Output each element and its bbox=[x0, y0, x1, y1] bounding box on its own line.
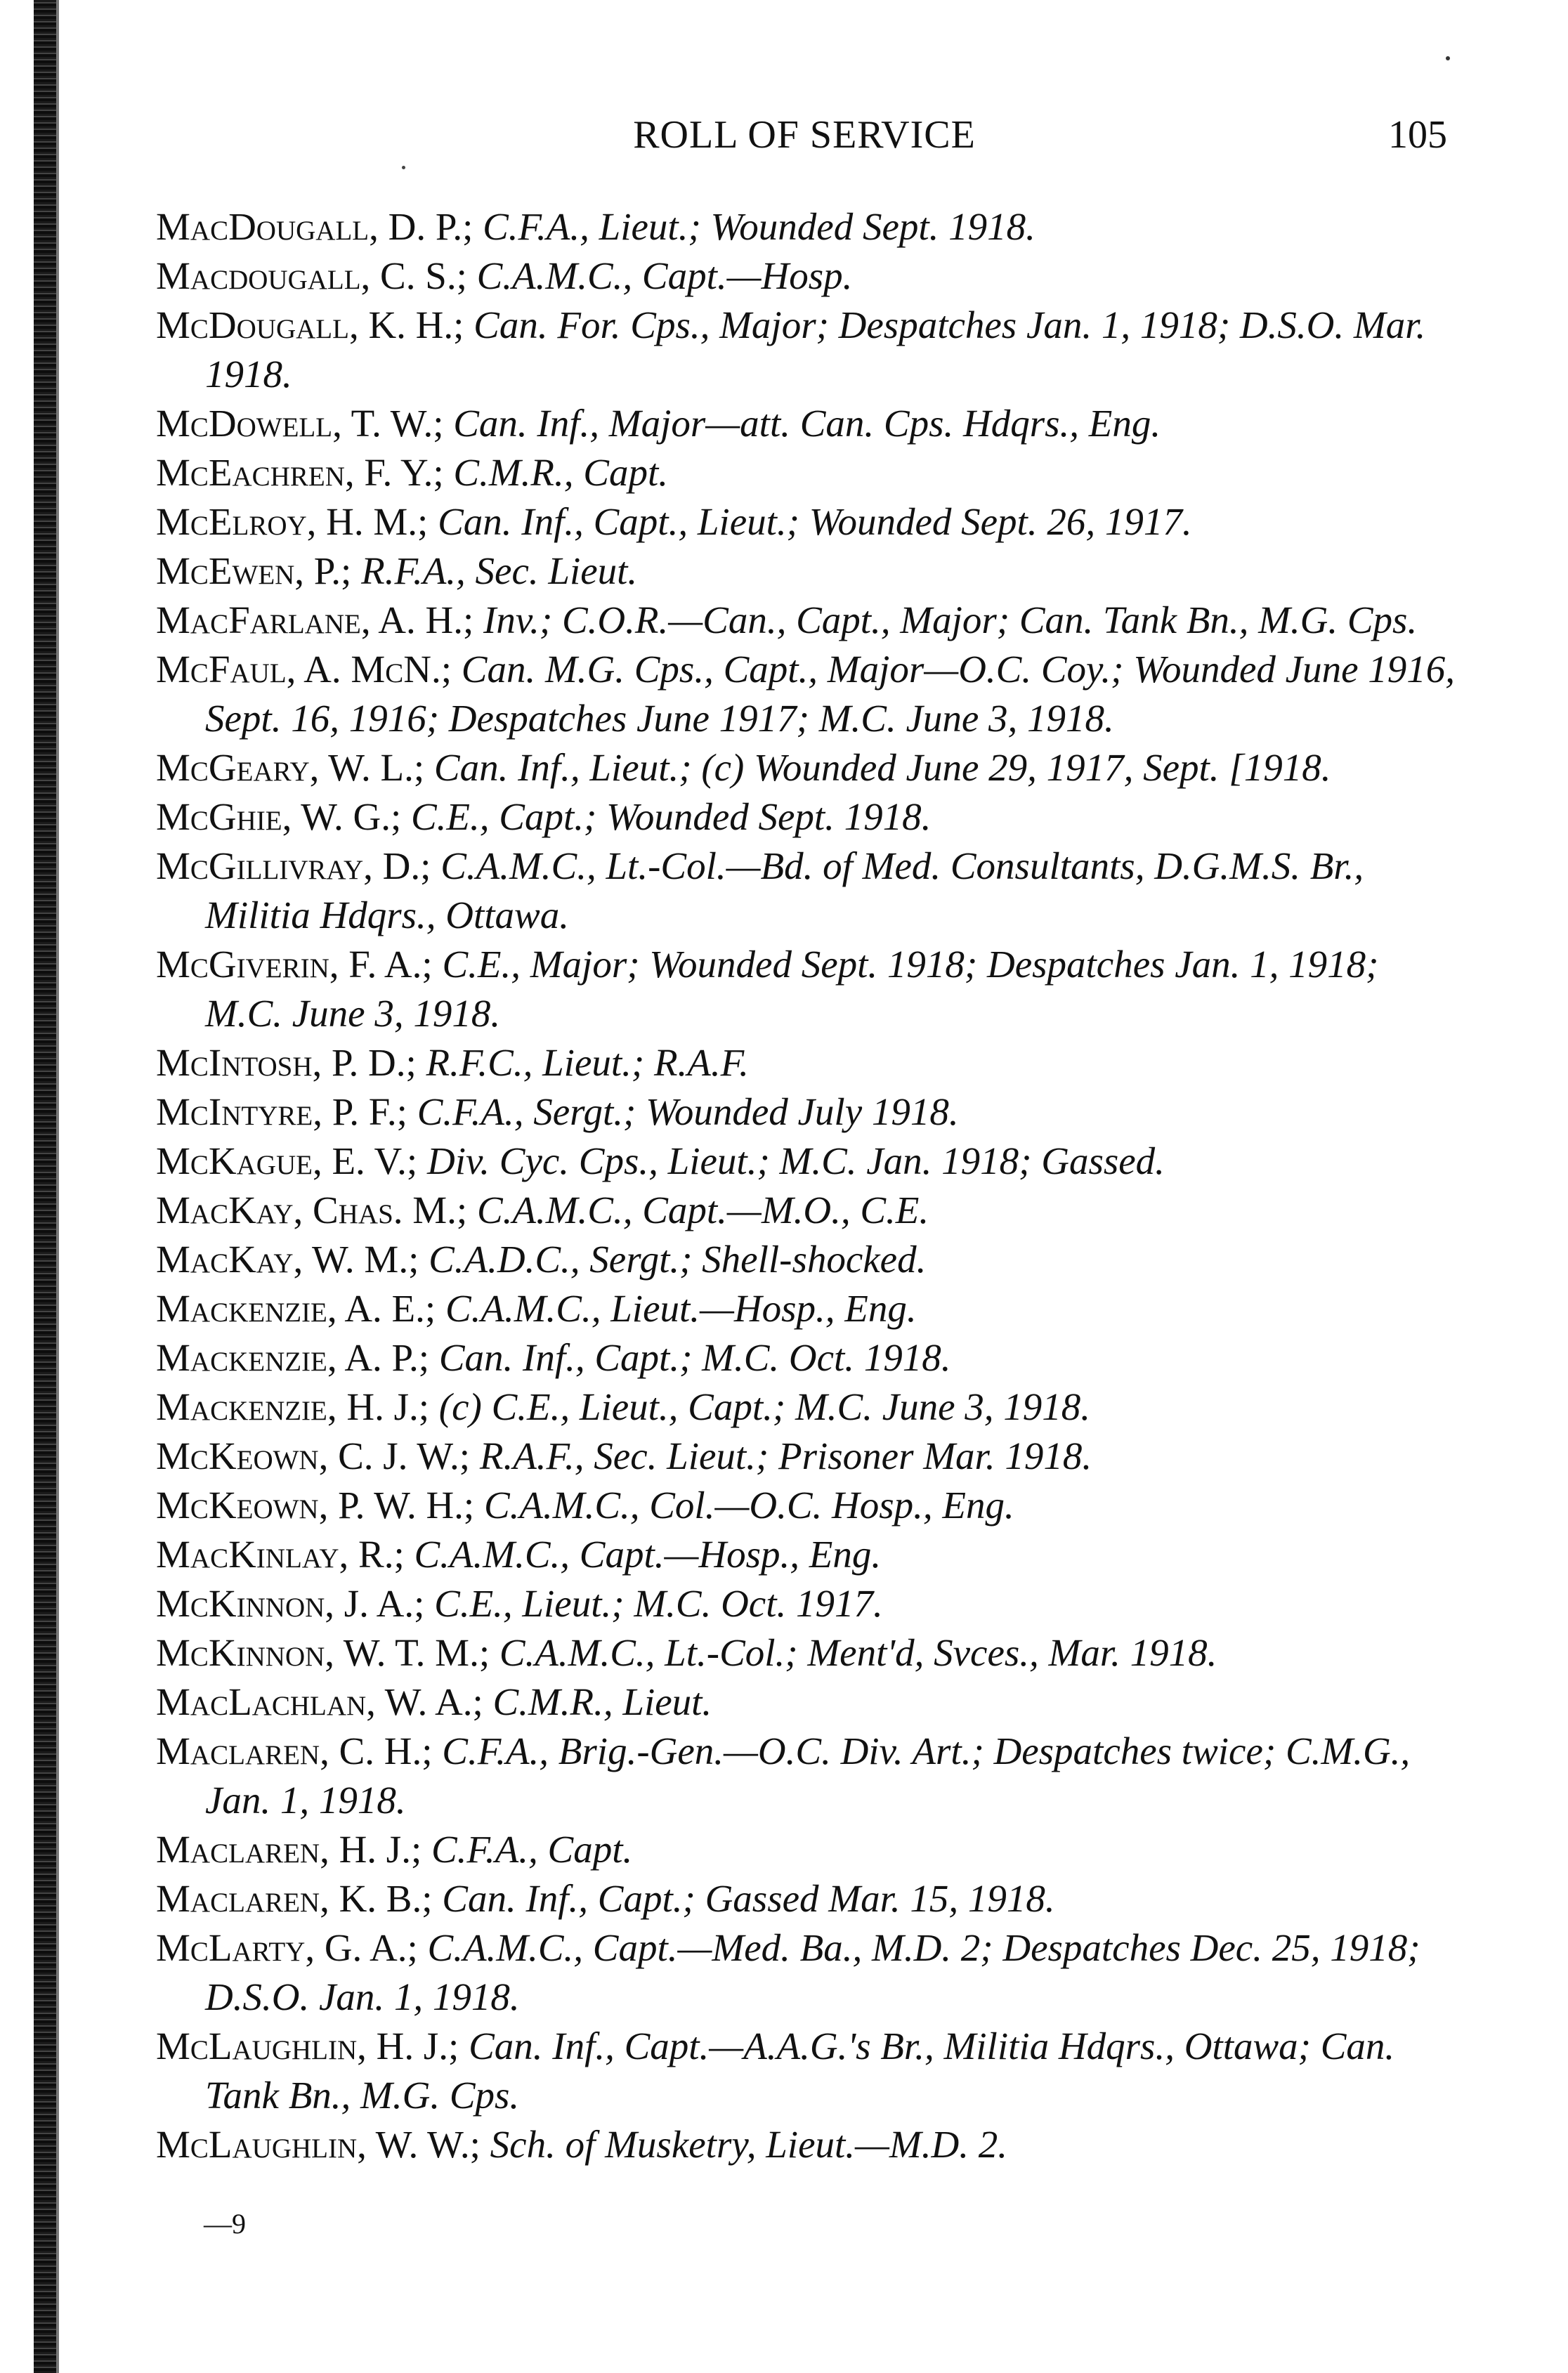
entry-detail: C.A.M.C., Lt.-Col.; Ment'd, Svces., Mar. 1918. bbox=[499, 1631, 1217, 1674]
entry-detail: Sch. of Musketry, Lieut.—M.D. 2. bbox=[490, 2123, 1007, 2166]
entry-detail: C.F.A., Capt. bbox=[431, 1828, 633, 1871]
roll-entry bbox=[156, 1727, 1456, 1825]
entry-detail: (c) C.E., Lieut., Capt.; M.C. June 3, 1918. bbox=[438, 1385, 1091, 1428]
entry-name: McGeary, W. L.; bbox=[156, 746, 425, 789]
roll-entry bbox=[156, 743, 1456, 792]
roll-entry bbox=[156, 1284, 1456, 1333]
entry-name: McIntosh, P. D.; bbox=[156, 1041, 417, 1084]
entry-name: Macdougall, C. S.; bbox=[156, 254, 467, 297]
signature-mark: —9 bbox=[204, 2208, 246, 2240]
entry-name: McGhie, W. G.; bbox=[156, 795, 402, 838]
book-spine-edge bbox=[56, 0, 59, 2373]
roll-entry bbox=[156, 1038, 1456, 1087]
roll-entry bbox=[156, 202, 1456, 251]
roll-entries bbox=[156, 202, 1456, 2169]
entry-name: McElroy, H. M.; bbox=[156, 500, 429, 543]
roll-entry bbox=[156, 1186, 1456, 1235]
entry-name: Mackenzie, H. J.; bbox=[156, 1385, 430, 1428]
entry-detail: C.M.R., Lieut. bbox=[492, 1680, 712, 1723]
entry-name: McLaughlin, W. W.; bbox=[156, 2123, 481, 2166]
roll-entry bbox=[156, 1087, 1456, 1137]
entry-detail: C.A.M.C., Lt.-Col.—Bd. of Med. Consultants, D.G.M.S. Br., Militia Hdqrs., Ottawa. bbox=[205, 844, 1364, 936]
entry-name: MacFarlane, A. H.; bbox=[156, 599, 474, 641]
entry-detail: C.F.A., Sergt.; Wounded July 1918. bbox=[417, 1090, 959, 1133]
roll-entry bbox=[156, 251, 1456, 301]
roll-entry bbox=[156, 1235, 1456, 1284]
entry-name: McGiverin, F. A.; bbox=[156, 943, 433, 986]
entry-name: McLarty, G. A.; bbox=[156, 1926, 418, 1969]
roll-entry bbox=[156, 645, 1456, 743]
entry-detail: C.A.M.C., Capt.—Hosp., Eng. bbox=[414, 1533, 882, 1576]
entry-detail: Can. Inf., Lieut.; (c) Wounded June 29, 1917, Sept. [1918. bbox=[433, 746, 1331, 789]
roll-entry bbox=[156, 2022, 1456, 2120]
roll-entry bbox=[156, 1333, 1456, 1382]
entry-detail: Can. Inf., Capt.—A.A.G.'s Br., Militia Hdqrs., Ottawa; Can. Tank Bn., M.G. Cps. bbox=[205, 2025, 1395, 2117]
entry-detail: R.F.A., Sec. Lieut. bbox=[361, 549, 638, 592]
page-header bbox=[162, 112, 1447, 162]
entry-detail: Can. Inf., Capt., Lieut.; Wounded Sept. 26, 1917. bbox=[438, 500, 1192, 543]
roll-entry bbox=[156, 1382, 1456, 1432]
roll-entry bbox=[156, 1678, 1456, 1727]
entry-name: Maclaren, K. B.; bbox=[156, 1877, 433, 1920]
entry-detail: C.A.D.C., Sergt.; Shell-shocked. bbox=[429, 1238, 927, 1281]
entry-detail: Can. Inf., Capt.; Gassed Mar. 15, 1918. bbox=[442, 1877, 1055, 1920]
entry-detail: Inv.; C.O.R.—Can., Capt., Major; Can. Tank Bn., M.G. Cps. bbox=[483, 599, 1418, 641]
entry-detail: C.A.M.C., Capt.—Hosp. bbox=[476, 254, 853, 297]
roll-entry bbox=[156, 497, 1456, 547]
entry-detail: C.F.A., Lieut.; Wounded Sept. 1918. bbox=[483, 205, 1035, 248]
entry-name: McEwen, P.; bbox=[156, 549, 352, 592]
page-number: 105 bbox=[1388, 113, 1447, 157]
roll-entry bbox=[156, 792, 1456, 842]
entry-name: McGillivray, D.; bbox=[156, 844, 431, 887]
running-title: ROLL OF SERVICE bbox=[633, 113, 976, 157]
page-speck bbox=[402, 166, 405, 169]
entry-detail: Div. Cyc. Cps., Lieut.; M.C. Jan. 1918; Gassed. bbox=[426, 1139, 1165, 1182]
entry-name: Maclaren, C. H.; bbox=[156, 1730, 433, 1772]
roll-entry bbox=[156, 448, 1456, 497]
roll-entry bbox=[156, 1481, 1456, 1530]
entry-name: McKeown, C. J. W.; bbox=[156, 1434, 471, 1477]
entry-name: McKeown, P. W. H.; bbox=[156, 1484, 475, 1527]
entry-name: MacKay, W. M.; bbox=[156, 1238, 419, 1281]
roll-entry bbox=[156, 596, 1456, 645]
entry-detail: C.M.R., Capt. bbox=[453, 451, 668, 494]
entry-name: Mackenzie, A. P.; bbox=[156, 1336, 430, 1379]
entry-name: McIntyre, P. F.; bbox=[156, 1090, 407, 1133]
entry-detail: C.F.A., Brig.-Gen.—O.C. Div. Art.; Despatches twice; C.M.G., Jan. 1, 1918. bbox=[205, 1730, 1411, 1822]
roll-entry bbox=[156, 2120, 1456, 2169]
entry-name: MacKay, Chas. M.; bbox=[156, 1189, 468, 1231]
entry-name: Mackenzie, A. E.; bbox=[156, 1287, 436, 1330]
entry-name: McDowell, T. W.; bbox=[156, 402, 444, 445]
entry-detail: C.A.M.C., Capt.—Med. Ba., M.D. 2; Despatches Dec. 25, 1918; D.S.O. Jan. 1, 1918. bbox=[205, 1926, 1420, 2018]
roll-entry bbox=[156, 399, 1456, 448]
page-speck bbox=[1446, 56, 1450, 60]
roll-entry bbox=[156, 1628, 1456, 1678]
entry-detail: Can. M.G. Cps., Capt., Major—O.C. Coy.; Wounded June 1916, Sept. 16, 1916; Despatches June 1917; M.C. June 3, 1918. bbox=[205, 648, 1455, 740]
entry-detail: C.E., Major; Wounded Sept. 1918; Despatches Jan. 1, 1918; M.C. June 3, 1918. bbox=[205, 943, 1379, 1035]
roll-entry bbox=[156, 842, 1456, 940]
entry-detail: C.A.M.C., Capt.—M.O., C.E. bbox=[476, 1189, 929, 1231]
entry-name: McEachren, F. Y.; bbox=[156, 451, 444, 494]
entry-detail: C.A.M.C., Col.—O.C. Hosp., Eng. bbox=[483, 1484, 1014, 1527]
entry-name: McFaul, A. McN.; bbox=[156, 648, 452, 691]
entry-name: McDougall, K. H.; bbox=[156, 303, 464, 346]
entry-name: Maclaren, H. J.; bbox=[156, 1828, 422, 1871]
entry-detail: C.E., Lieut.; M.C. Oct. 1917. bbox=[434, 1582, 883, 1625]
entry-detail: Can. Inf., Major—att. Can. Cps. Hdqrs., Eng. bbox=[453, 402, 1161, 445]
entry-detail: C.A.M.C., Lieut.—Hosp., Eng. bbox=[445, 1287, 917, 1330]
roll-entry bbox=[156, 940, 1456, 1038]
entry-detail: R.A.F., Sec. Lieut.; Prisoner Mar. 1918. bbox=[479, 1434, 1092, 1477]
entry-detail: Can. Inf., Capt.; M.C. Oct. 1918. bbox=[438, 1336, 951, 1379]
entry-detail: Can. For. Cps., Major; Despatches Jan. 1, 1918; D.S.O. Mar. 1918. bbox=[205, 303, 1426, 396]
entry-name: McLaughlin, H. J.; bbox=[156, 2025, 459, 2067]
roll-entry bbox=[156, 1137, 1456, 1186]
entry-name: MacKinlay, R.; bbox=[156, 1533, 405, 1576]
entry-name: MacLachlan, W. A.; bbox=[156, 1680, 483, 1723]
entry-detail: C.E., Capt.; Wounded Sept. 1918. bbox=[410, 795, 932, 838]
entry-name: McKinnon, J. A.; bbox=[156, 1582, 425, 1625]
book-spine-shadow bbox=[34, 0, 56, 2373]
roll-entry bbox=[156, 1530, 1456, 1579]
entry-name: McKague, E. V.; bbox=[156, 1139, 418, 1182]
roll-entry bbox=[156, 1825, 1456, 1874]
roll-entry bbox=[156, 1579, 1456, 1628]
roll-entry bbox=[156, 1923, 1456, 2022]
roll-entry bbox=[156, 1874, 1456, 1923]
roll-entry bbox=[156, 547, 1456, 596]
entry-detail: R.F.C., Lieut.; R.A.F. bbox=[426, 1041, 749, 1084]
entry-name: MacDougall, D. P.; bbox=[156, 205, 473, 248]
roll-entry bbox=[156, 301, 1456, 399]
entry-name: McKinnon, W. T. M.; bbox=[156, 1631, 490, 1674]
roll-entry bbox=[156, 1432, 1456, 1481]
